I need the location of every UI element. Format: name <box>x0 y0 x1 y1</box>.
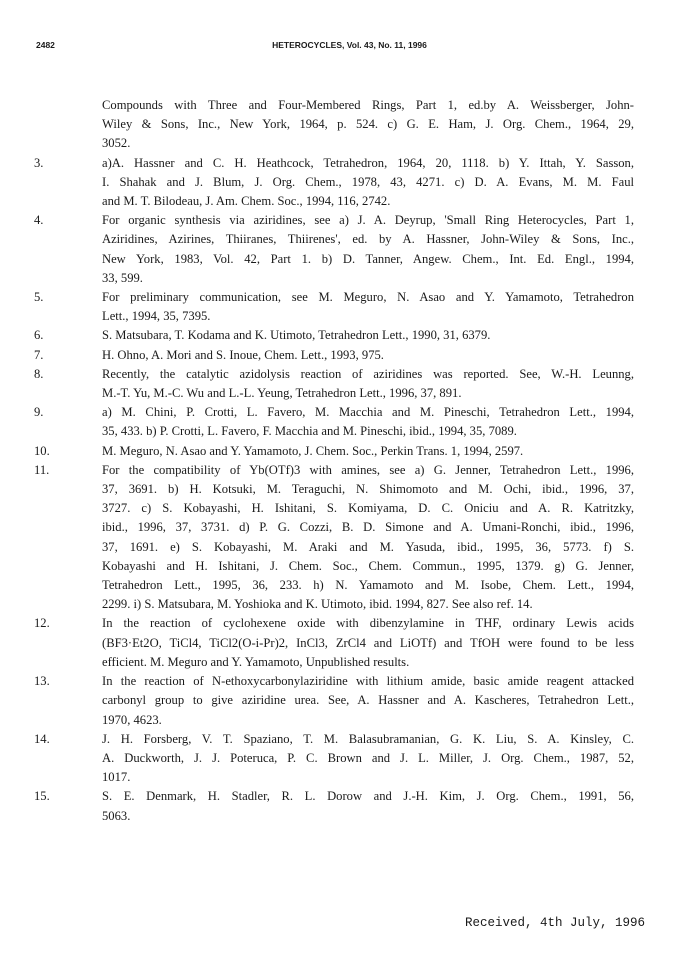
reference-item <box>34 730 634 788</box>
reference-item <box>34 672 634 730</box>
reference-line: 35, 433. b) P. Crotti, L. Favero, F. Macchia and M. Pineschi, ibid., 1994, 35, 7089. <box>102 424 517 439</box>
reference-text <box>102 96 634 154</box>
page-number: 2482 <box>36 40 55 50</box>
journal-header: HETEROCYCLES, Vol. 43, No. 11, 1996 <box>272 40 427 50</box>
reference-line: A. Duckworth, J. J. Poteruca, P. C. Brown and J. L. Miller, J. Org. Chem., 1987, 52, <box>102 750 634 765</box>
reference-text <box>102 461 634 615</box>
reference-item <box>34 211 634 288</box>
reference-text <box>102 403 634 441</box>
reference-item <box>34 787 634 825</box>
reference-number: 3. <box>34 155 44 170</box>
reference-number: 11. <box>34 462 50 477</box>
reference-line: Kobayashi and H. Ishitani, J. Chem. Soc., Chem. Commun., 1995, 1379. g) G. Jenner, <box>102 558 634 573</box>
reference-text <box>102 442 634 461</box>
reference-line: Lett., 1994, 35, 7395. <box>102 309 211 324</box>
reference-number: 14. <box>34 731 50 746</box>
reference-line: 3052. <box>102 136 131 151</box>
reference-list <box>34 96 634 826</box>
reference-text <box>102 614 634 672</box>
reference-line: Tetrahedron Lett., 1995, 36, 233. h) N. Yamamoto and M. Isobe, Chem. Lett., 1994, <box>102 578 634 593</box>
reference-line: efficient. M. Meguro and Y. Yamamoto, Unpublished results. <box>102 654 410 669</box>
reference-item <box>34 365 634 403</box>
reference-line: 2299. i) S. Matsubara, M. Yoshioka and K. Utimoto, ibid. 1994, 827. See also ref. 14. <box>102 597 533 612</box>
reference-text <box>102 154 634 212</box>
reference-item <box>34 461 634 615</box>
reference-line: For organic synthesis via aziridines, see a) J. A. Deyrup, 'Small Ring Heterocycles, Part 1, <box>102 213 634 228</box>
reference-text <box>102 787 634 825</box>
reference-line: and M. T. Bilodeau, J. Am. Chem. Soc., 1994, 116, 2742. <box>102 194 391 209</box>
reference-item <box>34 442 634 461</box>
reference-text <box>102 672 634 730</box>
reference-line: a)A. Hassner and C. H. Heathcock, Tetrahedron, 1964, 20, 1118. b) Y. Ittah, Y. Sasson, <box>102 155 634 170</box>
reference-number <box>34 96 102 154</box>
reference-text <box>102 211 634 288</box>
reference-line: 33, 599. <box>102 270 143 285</box>
reference-line: Compounds with Three and Four-Membered Rings, Part 1, ed.by A. Weissberger, John- <box>102 98 634 112</box>
reference-line: J. H. Forsberg, V. T. Spaziano, T. M. Balasubramanian, G. K. Liu, S. A. Kinsley, C. <box>102 731 634 746</box>
reference-number: 4. <box>34 213 44 228</box>
reference-text <box>102 346 634 365</box>
reference-line: 5063. <box>102 808 131 823</box>
reference-number: 15. <box>34 789 50 804</box>
reference-number: 13. <box>34 674 50 689</box>
reference-number: 6. <box>34 328 44 343</box>
reference-number: 12. <box>34 616 50 631</box>
reference-line: Wiley & Sons, Inc., New York, 1964, p. 524. c) G. E. Ham, J. Org. Chem., 1964, 29, <box>102 117 634 132</box>
reference-number: 7. <box>34 347 44 362</box>
reference-line: New York, 1983, Vol. 42, Part 1. b) D. Tanner, Angew. Chem., Int. Ed. Engl., 1994, <box>102 251 634 266</box>
reference-line: carbonyl group to give aziridine urea. See, A. Hassner and A. Kascheres, Tetrahedron Lett., <box>102 693 634 708</box>
reference-line: 1970, 4623. <box>102 712 162 727</box>
reference-text <box>102 730 634 788</box>
reference-line: S. E. Denmark, H. Stadler, R. L. Dorow and J.-H. Kim, J. Org. Chem., 1991, 56, <box>102 789 634 804</box>
reference-text <box>102 365 634 403</box>
reference-line: I. Shahak and J. Blum, J. Org. Chem., 1978, 43, 4271. c) D. A. Evans, M. M. Faul <box>102 174 634 189</box>
reference-line: (BF3·Et2O, TiCl4, TiCl2(O-i-Pr)2, InCl3, ZrCl4 and LiOTf) and TfOH were found to be less <box>102 635 634 650</box>
reference-line: For the compatibility of Yb(OTf)3 with amines, see a) G. Jenner, Tetrahedron Lett., 1996, <box>102 462 634 477</box>
reference-line: For preliminary communication, see M. Meguro, N. Asao and Y. Yamamoto, Tetrahedron <box>102 290 634 305</box>
reference-line: 37, 3691. b) H. Kotsuki, M. Teraguchi, N. Shimomoto and M. Ochi, ibid., 1996, 37, <box>102 482 634 497</box>
reference-item <box>34 96 634 154</box>
received-date: Received, 4th July, 1996 <box>464 916 645 930</box>
reference-line: 37, 1691. e) S. Kobayashi, M. Araki and M. Yasuda, ibid., 1995, 36, 5773. f) S. <box>102 539 634 554</box>
reference-line: S. Matsubara, T. Kodama and K. Utimoto, Tetrahedron Lett., 1990, 31, 6379. <box>102 328 491 343</box>
reference-line: Aziridines, Azirines, Thiiranes, Thiirenes', ed. by A. Hassner, John-Wiley & Sons, Inc., <box>102 232 634 247</box>
reference-text <box>102 288 634 326</box>
reference-line: ibid., 1996, 37, 3731. d) P. G. Cozzi, B. D. Simone and A. Umani-Ronchi, ibid., 1996, <box>102 520 634 535</box>
reference-item <box>34 154 634 212</box>
reference-number: 9. <box>34 405 44 420</box>
reference-item <box>34 403 634 441</box>
reference-item <box>34 288 634 326</box>
reference-line: 3727. c) S. Kobayashi, H. Ishitani, S. Komiyama, D. C. Oniciu and A. R. Katritzky, <box>102 501 634 516</box>
reference-item <box>34 346 634 365</box>
reference-text <box>102 326 634 345</box>
reference-line: In the reaction of N-ethoxycarbonylaziridine with lithium amide, basic amide reagent attacked <box>102 674 634 689</box>
reference-number: 8. <box>34 366 44 381</box>
reference-line: a) M. Chini, P. Crotti, L. Favero, M. Macchia and M. Pineschi, Tetrahedron Lett., 1994, <box>102 405 634 420</box>
reference-number: 5. <box>34 290 44 305</box>
reference-line: Recently, the catalytic azidolysis reaction of aziridines was reported. See, W.-H. Leunng, <box>102 366 634 381</box>
reference-line: H. Ohno, A. Mori and S. Inoue, Chem. Lett., 1993, 975. <box>102 347 384 362</box>
reference-line: In the reaction of cyclohexene oxide with dibenzylamine in THF, ordinary Lewis acids <box>102 616 634 631</box>
reference-number: 10. <box>34 443 50 458</box>
reference-item <box>34 326 634 345</box>
reference-line: M.-T. Yu, M.-C. Wu and L.-L. Yeung, Tetrahedron Lett., 1996, 37, 891. <box>102 386 462 401</box>
page-header <box>0 40 699 56</box>
reference-item <box>34 614 634 672</box>
reference-line: 1017. <box>102 770 131 785</box>
reference-line: M. Meguro, N. Asao and Y. Yamamoto, J. Chem. Soc., Perkin Trans. 1, 1994, 2597. <box>102 443 524 458</box>
